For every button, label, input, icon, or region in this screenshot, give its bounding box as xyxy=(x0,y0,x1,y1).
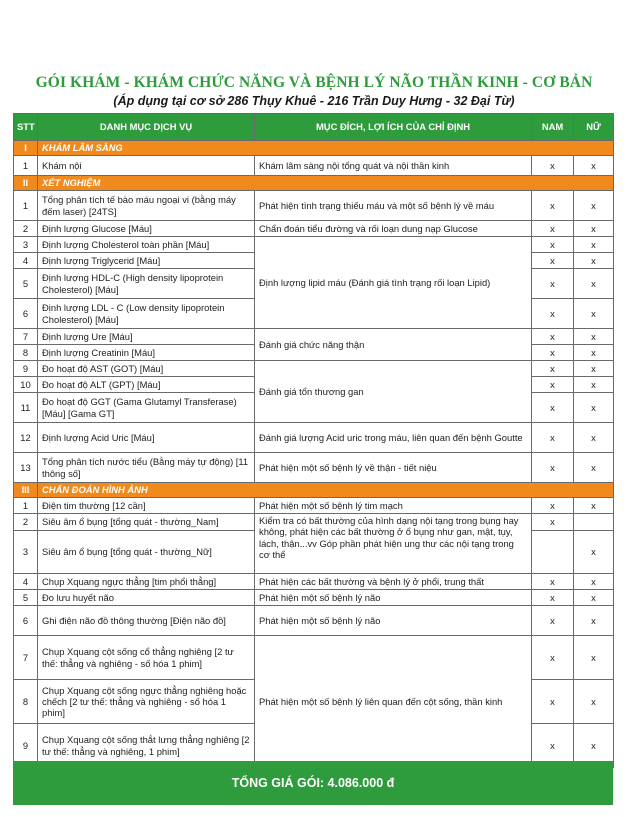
row-female-mark: x xyxy=(574,345,614,361)
table-row xyxy=(14,606,614,636)
row-stt: 8 xyxy=(14,345,38,361)
row-male-mark: x xyxy=(532,636,574,680)
column-header-service: DANH MỤC DỊCH VỤ xyxy=(38,114,255,141)
package-subtitle: (Áp dụng tại cơ sở 286 Thụy Khuê - 216 Trần Duy Hưng - 32 Đại Từ) xyxy=(113,94,515,108)
section-name: CHẨN ĐOÁN HÌNH ẢNH xyxy=(38,483,614,498)
row-female-mark: x xyxy=(574,531,614,574)
row-purpose: Chẩn đoán tiểu đường và rối loạn dung nạp Glucose xyxy=(255,221,532,237)
row-female-mark: x xyxy=(574,377,614,393)
row-service: Siêu âm ổ bụng [tổng quát - thường_Nữ] xyxy=(38,531,255,574)
row-female-mark: x xyxy=(574,680,614,724)
row-male-mark: x xyxy=(532,345,574,361)
column-header-male: NAM xyxy=(532,114,574,141)
row-male-mark: x xyxy=(532,269,574,299)
row-female-mark: x xyxy=(574,253,614,269)
row-male-mark: x xyxy=(532,299,574,329)
row-female-mark: x xyxy=(574,221,614,237)
section-name: XÉT NGHIỆM xyxy=(38,176,614,191)
row-purpose: Phát hiện một số bệnh lý liên quan đến cột sống, thần kinh xyxy=(255,636,532,768)
section-name: KHÁM LÂM SÀNG xyxy=(38,141,614,156)
section-number: II xyxy=(14,176,38,191)
row-service: Định lượng Ure [Máu] xyxy=(38,329,255,345)
row-male-mark: x xyxy=(532,498,574,514)
row-service: Định lượng Triglycerid [Máu] xyxy=(38,253,255,269)
row-stt: 1 xyxy=(14,191,38,221)
row-male-mark xyxy=(532,531,574,574)
row-female-mark: x xyxy=(574,606,614,636)
row-male-mark: x xyxy=(532,377,574,393)
row-stt: 1 xyxy=(14,156,38,176)
row-male-mark: x xyxy=(532,191,574,221)
row-stt: 5 xyxy=(14,269,38,299)
row-service: Định lượng Cholesterol toàn phần [Máu] xyxy=(38,237,255,253)
row-purpose: Phát hiện tình trạng thiếu máu và một số bệnh lý về máu xyxy=(255,191,532,221)
row-purpose: Kiểm tra có bất thường của hình dạng nội tạng trong bụng hay không, phát hiện các bất thường ở ổ bụng như gan, mật, tụy, lách, thận...vv Góp phần phát hiện ung thư các nội tạng trong cơ thể xyxy=(255,514,532,574)
package-title: GÓI KHÁM - KHÁM CHỨC NĂNG VÀ BỆNH LÝ NÃO THẦN KINH - CƠ BẢN xyxy=(35,74,593,91)
row-service: Chụp Xquang cột sống thắt lưng thẳng nghiêng [2 tư thế: thẳng và nghiêng, 1 phim] xyxy=(38,724,255,768)
row-purpose: Đánh giá tổn thương gan xyxy=(255,361,532,423)
row-male-mark: x xyxy=(532,574,574,590)
row-stt: 9 xyxy=(14,361,38,377)
section-row-imaging xyxy=(14,483,614,498)
row-female-mark: x xyxy=(574,156,614,176)
row-female-mark: x xyxy=(574,590,614,606)
row-stt: 11 xyxy=(14,393,38,423)
table-row xyxy=(14,329,614,345)
total-price-banner: TỔNG GIÁ GÓI: 4.086.000 đ xyxy=(13,761,613,805)
row-female-mark: x xyxy=(574,329,614,345)
row-service: Tổng phân tích nước tiểu (Bằng máy tự động) [11 thông số] xyxy=(38,453,255,483)
row-stt: 7 xyxy=(14,636,38,680)
row-male-mark: x xyxy=(532,156,574,176)
table-row xyxy=(14,237,614,253)
section-row-clinical xyxy=(14,141,614,156)
row-purpose: Phát hiện các bất thường và bệnh lý ở phổi, trung thất xyxy=(255,574,532,590)
table-row xyxy=(14,221,614,237)
row-stt: 4 xyxy=(14,574,38,590)
column-header-female: NỮ xyxy=(574,114,614,141)
row-service: Đo hoạt độ AST (GOT) [Máu] xyxy=(38,361,255,377)
row-stt: 12 xyxy=(14,423,38,453)
row-service: Định lượng LDL - C (Low density lipoprotein Cholesterol) [Máu] xyxy=(38,299,255,329)
row-stt: 8 xyxy=(14,680,38,724)
row-service: Định lượng Acid Uric [Máu] xyxy=(38,423,255,453)
row-female-mark: x xyxy=(574,191,614,221)
row-female-mark: x xyxy=(574,498,614,514)
table-row xyxy=(14,423,614,453)
row-stt: 10 xyxy=(14,377,38,393)
row-male-mark: x xyxy=(532,680,574,724)
row-service: Điện tim thường [12 cần] xyxy=(38,498,255,514)
row-stt: 5 xyxy=(14,590,38,606)
row-stt: 13 xyxy=(14,453,38,483)
row-male-mark: x xyxy=(532,361,574,377)
row-stt: 2 xyxy=(14,514,38,531)
row-service: Đo hoạt độ ALT (GPT) [Máu] xyxy=(38,377,255,393)
row-stt: 1 xyxy=(14,498,38,514)
row-service: Chụp Xquang cột sống ngực thẳng nghiêng hoặc chếch [2 tư thế: thẳng và nghiêng - số hóa 1 phim] xyxy=(38,680,255,724)
row-stt: 3 xyxy=(14,237,38,253)
column-header-stt: STT xyxy=(14,114,38,141)
row-female-mark: x xyxy=(574,269,614,299)
row-stt: 6 xyxy=(14,606,38,636)
section-number: I xyxy=(14,141,38,156)
row-service: Chụp Xquang cột sống cổ thẳng nghiêng [2 tư thế: thẳng và nghiêng - số hóa 1 phim] xyxy=(38,636,255,680)
row-male-mark: x xyxy=(532,329,574,345)
table-header-row xyxy=(14,114,614,141)
table-row xyxy=(14,361,614,377)
row-female-mark: x xyxy=(574,574,614,590)
column-header-purpose: MỤC ĐÍCH, LỢI ÍCH CỦA CHỈ ĐỊNH xyxy=(255,114,532,141)
row-stt: 9 xyxy=(14,724,38,768)
row-female-mark: x xyxy=(574,423,614,453)
row-female-mark: x xyxy=(574,393,614,423)
row-male-mark: x xyxy=(532,606,574,636)
row-male-mark: x xyxy=(532,514,574,531)
service-table xyxy=(13,113,614,768)
row-service: Khám nội xyxy=(38,156,255,176)
table-row xyxy=(14,453,614,483)
row-male-mark: x xyxy=(532,590,574,606)
row-purpose: Khám lâm sàng nội tổng quát và nội thần kinh xyxy=(255,156,532,176)
row-male-mark: x xyxy=(532,453,574,483)
row-female-mark: x xyxy=(574,361,614,377)
row-male-mark: x xyxy=(532,221,574,237)
row-male-mark: x xyxy=(532,237,574,253)
row-female-mark: x xyxy=(574,299,614,329)
row-male-mark: x xyxy=(532,724,574,768)
row-stt: 6 xyxy=(14,299,38,329)
row-service: Chụp Xquang ngực thẳng [tim phổi thẳng] xyxy=(38,574,255,590)
row-stt: 4 xyxy=(14,253,38,269)
row-service: Đo hoạt độ GGT (Gama Glutamyl Transferase) [Máu] [Gama GT] xyxy=(38,393,255,423)
table-row xyxy=(14,636,614,680)
row-service: Siêu âm ổ bụng [tổng quát - thường_Nam] xyxy=(38,514,255,531)
row-male-mark: x xyxy=(532,393,574,423)
row-female-mark: x xyxy=(574,724,614,768)
table-row xyxy=(14,574,614,590)
row-female-mark: x xyxy=(574,453,614,483)
row-service: Định lượng Creatinin [Máu] xyxy=(38,345,255,361)
row-male-mark: x xyxy=(532,253,574,269)
row-stt: 3 xyxy=(14,531,38,574)
row-female-mark: x xyxy=(574,636,614,680)
row-purpose: Đánh giá chức năng thận xyxy=(255,329,532,361)
row-stt: 2 xyxy=(14,221,38,237)
row-service: Tổng phân tích tế bào máu ngoại vi (bằng máy đếm laser) [24TS] xyxy=(38,191,255,221)
row-stt: 7 xyxy=(14,329,38,345)
row-service: Đo lưu huyết não xyxy=(38,590,255,606)
row-purpose: Phát hiện một số bệnh lý về thận - tiết niệu xyxy=(255,453,532,483)
row-purpose: Đánh giá lượng Acid uric trong máu, liên quan đến bệnh Goutte xyxy=(255,423,532,453)
row-female-mark: x xyxy=(574,237,614,253)
table-row xyxy=(14,156,614,176)
row-purpose: Định lượng lipid máu (Đánh giá tình trạng rối loạn Lipid) xyxy=(255,237,532,329)
section-number: III xyxy=(14,483,38,498)
row-service: Định lượng Glucose [Máu] xyxy=(38,221,255,237)
row-service: Ghi điện não đồ thông thường [Điện não đồ] xyxy=(38,606,255,636)
row-purpose: Phát hiện một số bệnh lý não xyxy=(255,606,532,636)
table-row xyxy=(14,590,614,606)
row-purpose: Phát hiện một số bệnh lý tim mạch xyxy=(255,498,532,514)
row-purpose: Phát hiện một số bệnh lý não xyxy=(255,590,532,606)
row-service: Định lượng HDL-C (High density lipoprotein Cholesterol) [Máu] xyxy=(38,269,255,299)
table-row xyxy=(14,191,614,221)
row-male-mark: x xyxy=(532,423,574,453)
table-row xyxy=(14,514,614,531)
row-female-mark xyxy=(574,514,614,531)
table-row xyxy=(14,498,614,514)
section-row-tests xyxy=(14,176,614,191)
